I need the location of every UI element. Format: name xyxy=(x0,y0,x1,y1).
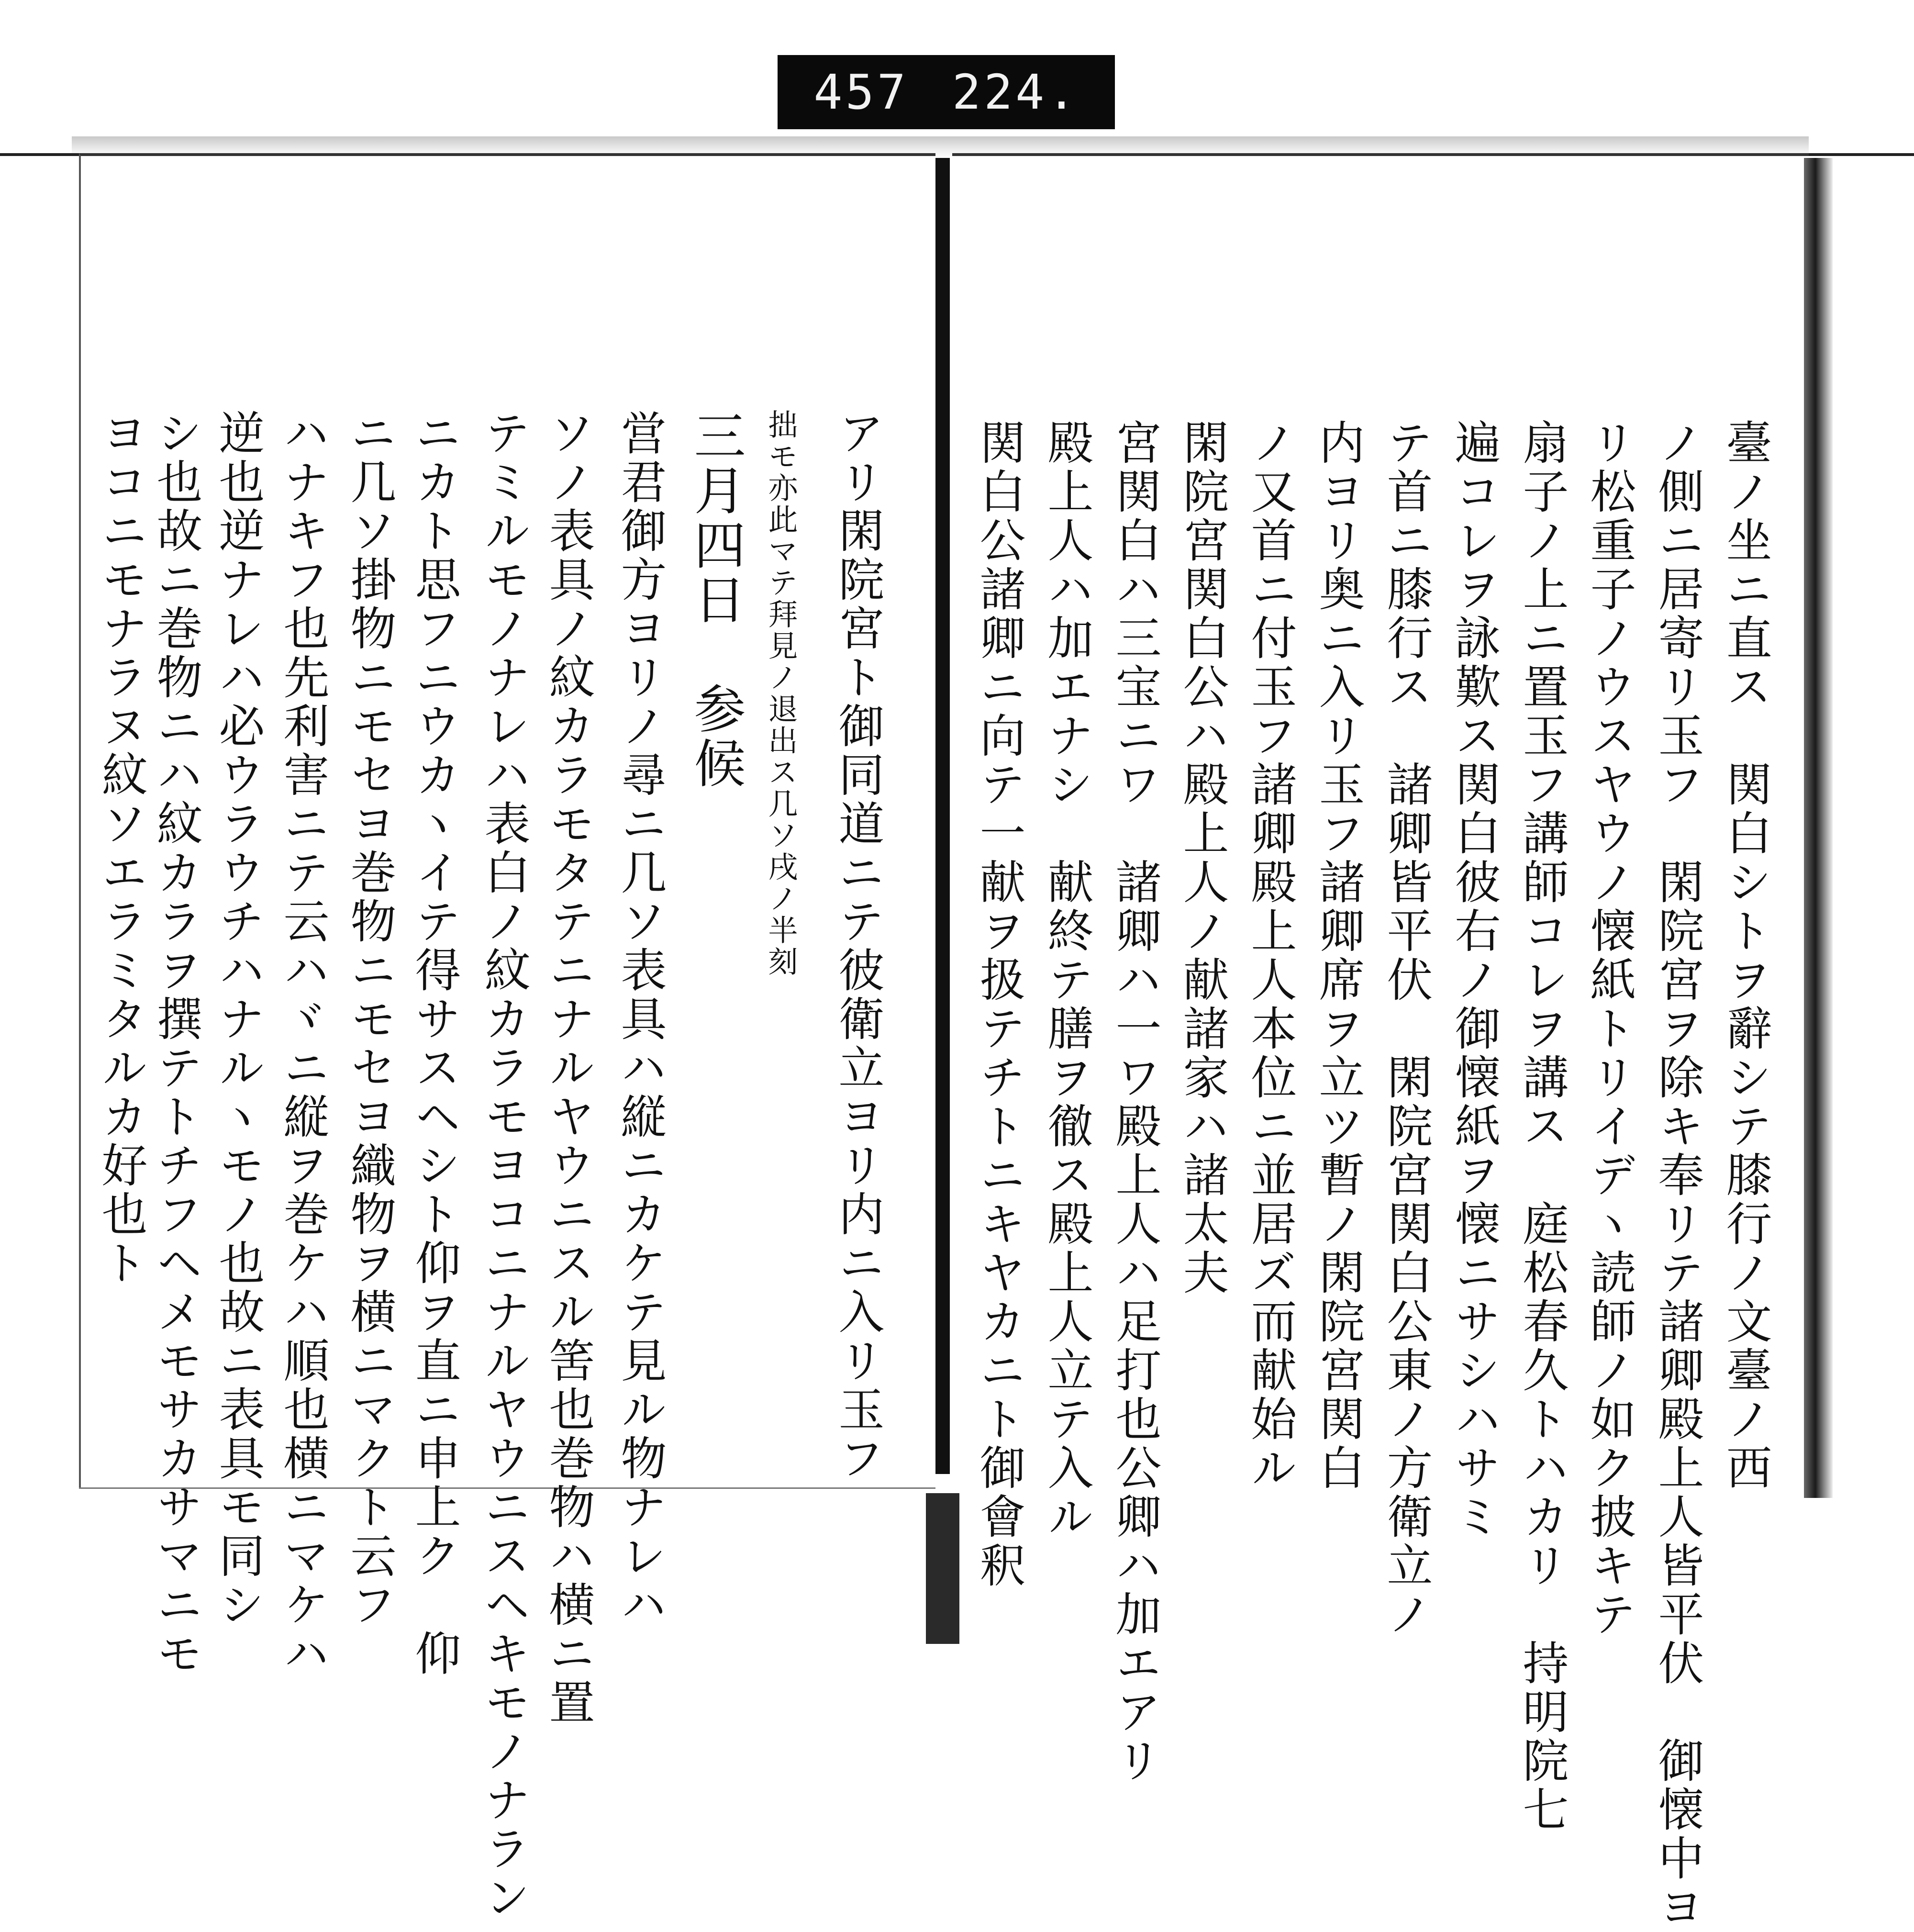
right-page-column-9: 閑院宮関白公ハ殿上人ノ献諸家ハ諸太夫 xyxy=(1176,419,1229,1297)
left-page-column-10: 逆也逆ナレハ必ウラウチハナルヽモノ也故ニ表具モ同シ xyxy=(211,409,265,1630)
book-gutter xyxy=(935,158,950,1474)
archive-volume-number: 457 xyxy=(813,64,909,120)
left-page-column-1: アリ閑院宮ト御同道ニテ彼衛立ヨリ内ニ入リ玉フ xyxy=(831,409,885,1483)
left-page-column-5: ソノ表具ノ紋カラモタテニナルヤウニスル筈也巻物ハ横ニ置 xyxy=(542,409,595,1727)
page-stack-edge xyxy=(1804,158,1833,1498)
right-page-column-8: ノ又首ニ付玉フ諸卿殿上人本位ニ並居ズ而献始ル xyxy=(1244,419,1297,1493)
left-page-column-12: ヨコニモナラヌ紋ソエラミタルカ好也ト xyxy=(94,409,148,1288)
left-page-column-6: テミルモノナレハ表白ノ紋カラモヨコニナルヤウニスヘキモノナラン xyxy=(477,409,531,1922)
right-page-column-10: 宮関白ハ三宝ニワ 諸卿ハ一ワ殿上人ハ足打也公卿ハ加エアリ xyxy=(1108,419,1162,1786)
archive-frame-number: 224. xyxy=(952,64,1079,120)
book-edge-left xyxy=(0,153,86,156)
archive-frame-label xyxy=(778,55,1115,129)
right-page-column-2: ノ側ニ居寄リ玉フ 閑院宮ヲ除キ奉リテ諸卿殿上人皆平伏 御懐中ヨ xyxy=(1651,419,1704,1932)
left-page-column-7: ニカト思フニウカヽイテ得サスヘシト仰ヲ直ニ申上ク 仰 xyxy=(408,409,461,1678)
right-page-column-11: 殿上人ハ加エナシ 献終テ膳ヲ徹ス殿上人立テ入ル xyxy=(1040,419,1094,1541)
right-page-column-3: リ松重子ノウスヤウノ懐紙トリイデヽ読師ノ如ク披キテ xyxy=(1583,419,1636,1639)
right-page-column-1: 臺ノ坐ニ直ス 関白シトヲ辭シテ膝行ノ文臺ノ西 xyxy=(1719,419,1772,1493)
right-page-column-12: 関白公諸卿ニ向テ一献ヲ扱テチトニキヤカニト御會釈 xyxy=(972,419,1026,1590)
left-page-column-9: ハナキフ也先利害ニテ云ハヾニ縦ヲ巻ケハ順也横ニマケハ xyxy=(276,409,330,1678)
right-page-column-4: 扇子ノ上ニ置玉フ講師コレヲ講ス 庭松春久トハカリ 持明院七 xyxy=(1515,419,1569,1834)
right-page-column-7: 内ヨリ奥ニ入リ玉フ諸卿席ヲ立ツ暫ノ閑院宮関白 xyxy=(1312,419,1365,1493)
left-page-column-3-date-heading: 三月四日 参候 xyxy=(685,409,745,791)
left-page-column-4: 営君御方ヨリノ尋ニ几ソ表具ハ縦ニカケテ見ル物ナレハ xyxy=(613,409,667,1630)
book-gutter-foot xyxy=(926,1493,959,1644)
left-page-column-8: ニ几ソ掛物ニモセヨ巻物ニモセヨ織物ヲ横ニマクト云フ xyxy=(343,409,397,1630)
right-page-column-6: テ首ニ膝行ス 諸卿皆平伏 閑院宮関白公東ノ方衛立ノ xyxy=(1380,419,1433,1639)
right-page-column-5: 遍コレヲ詠歎ス関白彼右ノ御懐紙ヲ懐ニサシハサミ xyxy=(1447,419,1501,1541)
left-page-column-11: シ也故ニ巻物ニハ紋カラヲ撰テトチフヘメモサカサマニモ xyxy=(149,409,203,1678)
left-page-column-2: 拙モ亦此マテ拜見ノ退出ス几ソ戌ノ半刻 xyxy=(763,409,798,978)
book-edge-right xyxy=(1809,153,1914,156)
